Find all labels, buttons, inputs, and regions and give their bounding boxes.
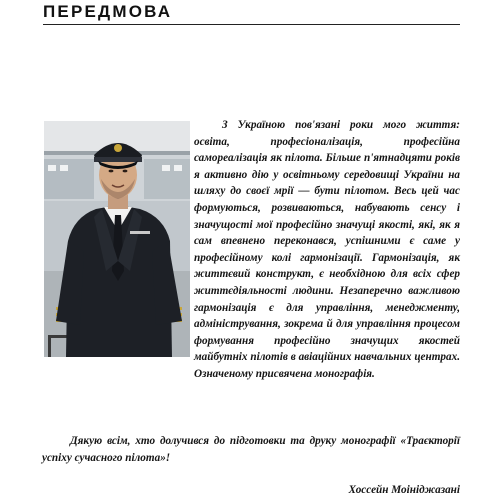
pilot-portrait-icon [44,121,190,357]
pilot-photo [44,121,190,357]
author-signature: Хоссейн Моініджазані [348,484,460,496]
page-heading: ПЕРЕДМОВА [43,2,173,21]
heading-underline [43,24,460,25]
acknowledgement [42,433,460,467]
foreword-paragraph: З Україною пов'язані роки мого життя: освіта, професіоналізація, професійна самореалізація як пілота. Більше п'ятнадцяти років я активно дію у освітньому середовищі України на шляху до своєї мрії — бути пілотом. Весь цей час формуються, розвиваються, набувають сенсу і значущості мої професійно значущі якості, які, як я сам впевнено переконався, успішними є саме у професійному колі гармонізації. Гармонізація, як життєвий конструкт, є необхідною для всіх сфер життєдіяльності людини. Незаперечно важливою гармонізація є для управління, менеджменту, адміністрування, зокрема й для управління процесом формування професійно значущих якостей майбутніх пілотів в авіаційних навчальних центрах. Означеному присвячена монографія. [194,119,460,380]
acknowledgement-text: Дякую всім, хто долучився до підготовки та друку монографії «Траєкторії успіху сучасного пілота»! [42,435,460,464]
